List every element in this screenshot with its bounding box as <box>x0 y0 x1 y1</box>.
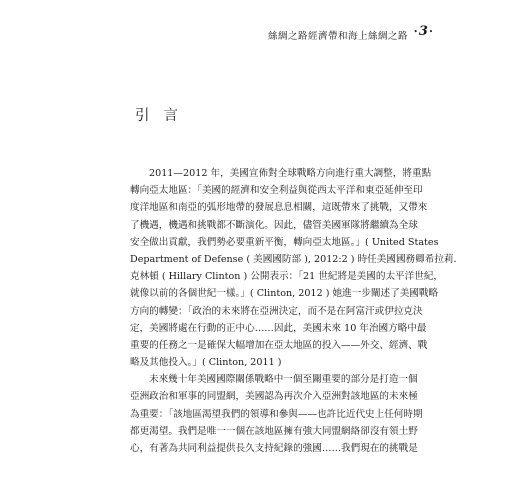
paragraph-1-line-10: 定，美國將處在行動的正中心……因此，美國未來 10 年治國方略中最 <box>130 322 427 334</box>
running-header: 絲綢之路經濟帶和海上絲綢之路 <box>267 31 408 42</box>
paragraph-1-line-7: 克林頓 ( Hillary Clinton ) 公開表示：「21 世紀將是美國的太平洋世紀， <box>130 271 444 283</box>
paragraph-2-line-4: 都更渴望。我們是唯一一個在該地區擁有強大同盟網絡卻沒有領土野 <box>130 425 418 437</box>
paragraph-2-line-3: 為重要：「該地區渴望我們的領導和參與——也許比近代史上任何時期 <box>130 408 423 420</box>
page-number <box>413 24 434 39</box>
dot-right-icon: • <box>428 27 433 36</box>
page-number-value: 3 <box>418 24 428 39</box>
paragraph-1-line-2: 轉向亞太地區：「美國的經濟和安全利益與從西太平洋和東亞延伸至印 <box>130 185 423 197</box>
paragraph-1-line-9: 方向的轉變：「政治的未來將在亞洲決定，而不是在阿富汗或伊拉克決 <box>130 305 423 317</box>
dot-left-icon: • <box>413 27 418 36</box>
paragraph-1-line-11: 重要的任務之一是確保大幅增加在亞太地區的投入——外交、經濟、戰 <box>130 339 428 351</box>
paragraph-1-line-3: 度洋地區和南亞的弧形地帶的發展息息相關，這既帶來了挑戰，又帶來 <box>130 202 428 214</box>
paragraph-1-line-4: 了機遇，機遇和挑戰都不斷演化。因此，儘管美國軍隊將繼續為全球 <box>130 219 418 231</box>
paragraph-1-line-1: 2011—2012 年，美國宣佈對全球戰略方向進行重大調整，將重點 <box>149 168 432 179</box>
section-heading: 引言 <box>135 108 192 124</box>
body-text <box>130 165 464 457</box>
paragraph-1-line-5: 安全做出貢獻，我們勢必要重新平衡，轉向亞太地區。」( United States <box>130 236 439 248</box>
paragraph-2-line-2: 亞洲政治和軍事的同盟網，美國認為再次介入亞洲對該地區的未來極 <box>130 391 418 403</box>
paragraph-1-line-6: Department of Defense ( 美國國防部 ), 2012:2 ) 時任美國國務卿希拉莉． <box>130 253 464 265</box>
paragraph-1-line-8: 就像以前的各個世紀一樣。」( Clinton, 2012 ) 她進一步闡述了美國戰略 <box>130 288 439 300</box>
paragraph-2-line-5: 心，有著為共同利益提供長久支持紀錄的強國……我們現在的挑戰是 <box>130 443 418 454</box>
paragraph-1-line-12: 略及其他投入。」( Clinton, 2011 ) <box>130 357 282 369</box>
paragraph-2-line-1: 未來幾十年美國國際關係戰略中一個至關重要的部分是打造一個 <box>149 374 418 386</box>
